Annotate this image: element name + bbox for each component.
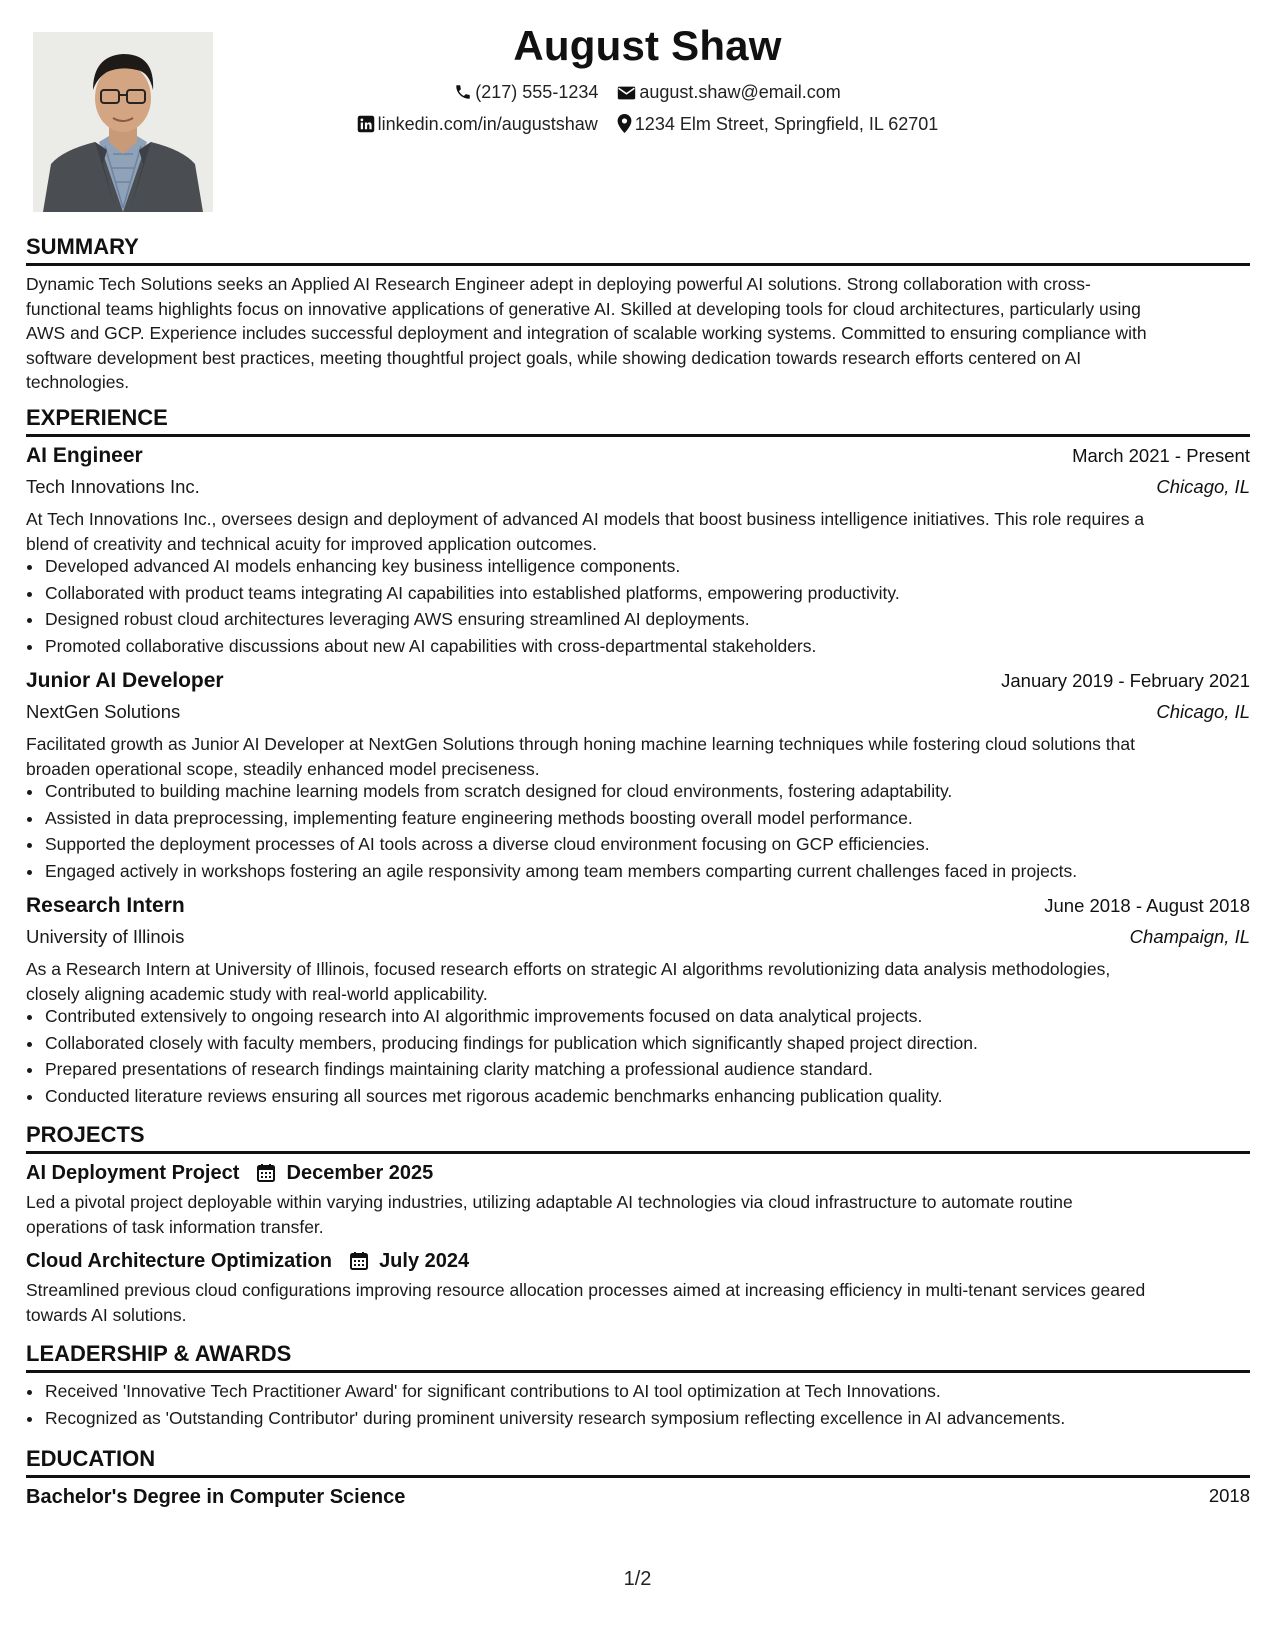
job-bullets [26,553,1268,659]
job-description-line: broaden operational scope, steadily enhanced model preciseness. [26,758,540,779]
email-contact[interactable] [617,82,840,103]
phone-contact [454,82,598,103]
address-contact [617,114,939,135]
job-bullets [26,1003,1268,1109]
summary-line: Dynamic Tech Solutions seeks an Applied AI Research Engineer adept in deploying powerful AI solutions. Strong collaboration with cross- [26,274,1091,294]
job-company: Tech Innovations Inc. [26,476,200,497]
summary-line: technologies. [26,372,130,392]
list-item: • Promoted collaborative discussions about new AI capabilities with cross-departmental stakeholders. [44,633,1268,660]
job-title: Research Intern [26,894,185,917]
contact-row-2 [0,113,1275,135]
job-description-line: blend of creativity and technical acuity for improved application outcomes. [26,533,597,554]
list-item: • Recognized as 'Outstanding Contributor' during prominent university research symposium reflecting excellence in AI advancements. [44,1405,1268,1432]
job-company: University of Illinois [26,926,185,947]
summary-line: functional teams highlights focus on innovative applications of generative AI. Skilled at developing tools for cloud architectures, particularly using [26,298,1141,319]
list-item: • Developed advanced AI models enhancing key business intelligence components. [44,553,1268,580]
job-description-line: Facilitated growth as Junior AI Developer at NextGen Solutions through honing machine learning techniques while fostering cloud solutions that [26,734,1135,754]
job-description [26,732,1250,781]
calendar-icon [257,1163,275,1182]
section-title-summary: SUMMARY [26,234,1250,266]
job-company: NextGen Solutions [26,701,181,722]
section-title-education: EDUCATION [26,1446,1250,1478]
summary-line: AWS and GCP. Experience includes successful deployment and integration of scalable working systems. Committed to ensuring compliance with [26,323,1147,343]
list-item: • Engaged actively in workshops fostering an agile responsivity among team members comparting current challenges faced in projects. [44,858,1268,885]
job-dates: January 2019 - February 2021 [1001,670,1250,691]
project-description-line: towards AI solutions. [26,1304,187,1325]
job-location: Champaign, IL [1129,926,1250,947]
list-item: • Supported the deployment processes of AI tools across a diverse cloud environment focusing on GCP efficiencies. [44,831,1268,858]
candidate-name: August Shaw [513,22,782,69]
section-title-projects: PROJECTS [26,1122,1250,1154]
section-title-leadership: LEADERSHIP & AWARDS [26,1341,1250,1373]
job-title: Junior AI Developer [26,669,224,692]
contact-row-1 [0,81,1275,103]
job-description-line: At Tech Innovations Inc., oversees design and deployment of advanced AI models that boost business intelligence initiatives. This role requires a [26,509,1145,529]
job-description-line: As a Research Intern at University of Illinois, focused research efforts on strategic AI algorithms revolutionizing data analysis methodologies, [26,959,1111,979]
list-item: • Designed robust cloud architectures leveraging AWS ensuring streamlined AI deployments. [44,606,1268,633]
project-description [26,1278,1250,1327]
list-item: • Collaborated closely with faculty members, producing findings for publication which significantly shaped project direction. [44,1030,1268,1057]
list-item: • Conducted literature reviews ensuring all sources met rigorous academic benchmarks enhancing publication quality. [44,1083,1268,1110]
phone-icon [454,83,472,101]
project-description-line: Streamlined previous cloud configurations improving resource allocation processes aimed at increasing efficiency in multi-tenant services geared [26,1280,1146,1300]
job-dates: June 2018 - August 2018 [1044,895,1250,916]
job-dates: March 2021 - Present [1072,445,1250,466]
project-title-row [26,1250,469,1273]
list-item: • Contributed to building machine learning models from scratch designed for cloud environments, fostering adaptability. [44,778,1268,805]
summary-line: software development best practices, meeting thoughtful project goals, while showing dedication towards research efforts centered on AI [26,347,1082,368]
envelope-icon [617,85,636,101]
linkedin-url[interactable]: linkedin.com/in/augustshaw [377,113,598,134]
list-item: • Assisted in data preprocessing, implementing feature engineering methods boosting overall model performance. [44,805,1268,832]
job-description-line: closely aligning academic study with real-world applicability. [26,983,488,1004]
job-location: Chicago, IL [1156,476,1250,497]
linkedin-icon [357,115,375,133]
list-item: • Prepared presentations of research findings maintaining clarity matching a professional audience standard. [44,1056,1268,1083]
project-date: December 2025 [286,1162,434,1184]
calendar-icon [350,1251,368,1270]
job-location: Chicago, IL [1156,701,1250,722]
project-description-line: operations of task information transfer. [26,1216,324,1237]
job-title: AI Engineer [26,444,143,467]
linkedin-contact[interactable] [357,114,598,135]
map-pin-icon [617,114,632,133]
phone-number: (217) 555-1234 [475,81,599,102]
project-date: July 2024 [379,1250,470,1272]
education-year: 2018 [1208,1485,1250,1506]
summary-text [26,272,1250,395]
job-description [26,957,1250,1006]
project-title: AI Deployment Project [26,1162,240,1184]
email-address[interactable]: august.shaw@email.com [639,81,841,102]
page-number: 1/2 [623,1568,652,1590]
address-text: 1234 Elm Street, Springfield, IL 62701 [634,113,939,134]
project-description-line: Led a pivotal project deployable within varying industries, utilizing adaptable AI technologies via cloud infrastructure to automate routine [26,1192,1073,1212]
list-item: • Received 'Innovative Tech Practitioner Award' for significant contributions to AI tool optimization at Tech Innovations. [44,1378,1268,1405]
list-item: • Contributed extensively to ongoing research into AI algorithmic improvements focused on data analytical projects. [44,1003,1268,1030]
project-title: Cloud Architecture Optimization [26,1250,332,1272]
job-bullets [26,778,1268,884]
project-description [26,1190,1250,1239]
project-title-row [26,1162,433,1185]
section-title-experience: EXPERIENCE [26,405,1250,437]
education-degree: Bachelor's Degree in Computer Science [26,1486,406,1508]
job-description [26,507,1250,556]
leadership-bullets [26,1378,1268,1431]
list-item: • Collaborated with product teams integrating AI capabilities into established platforms, empowering productivity. [44,580,1268,607]
